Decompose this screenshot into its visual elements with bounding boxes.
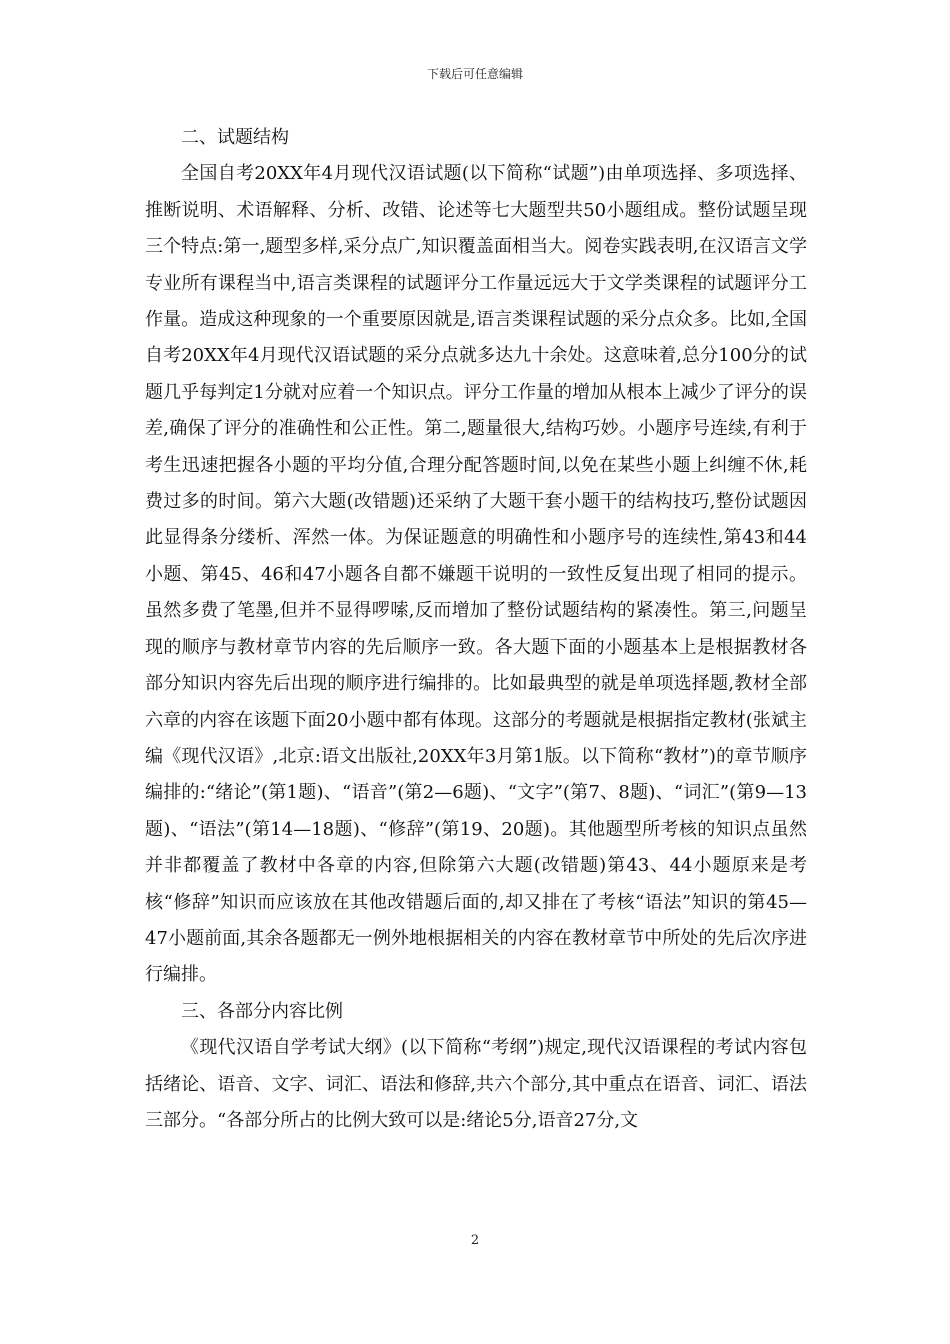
page-number: 2 (470, 1233, 480, 1248)
section-heading: 三、各部分内容比例 (181, 1000, 343, 1022)
document-body (145, 120, 807, 1139)
body-paragraph: 全国自考20XX年4月现代汉语试题(以下简称“试题”)由单项选择、多项选择、推断说明、术语解释、分析、改错、论述等七大题型共50小题组成。整份试题呈现三个特点:第一,题型多样,采分点广,知识覆盖面相当大。阅卷实践表明,在汉语言文学专业所有课程当中,语言类课程的试题评分工作量远远大于文学类课程的试题评分工作量。造成这种现象的一个重要原因就是,语言类课程试题的采分点众多。比如,全国自考20XX年4月现代汉语试题的采分点就多达九十余处。这意味着,总分100分的试题几乎每判定1分就对应着一个知识点。评分工作量的增加从根本上减少了评分的误差,确保了评分的准确性和公正性。第二,题量很大,结构巧妙。小题序号连续,有利于考生迅速把握各小题的平均分值,合理分配答题时间,以免在某些小题上纠缠不休,耗费过多的时间。第六大题(改错题)还采纳了大题干套小题干的结构技巧,整份试题因此显得条分缕析、浑然一体。为保证题意的明确性和小题序号的连续性,第43和44小题、第45、46和47小题各自都不嫌题干说明的一致性反复出现了相同的提示。虽然多费了笔墨,但并不显得啰嗦,反而增加了整份试题结构的紧凑性。第三,问题呈现的顺序与教材章节内容的先后顺序一致。各大题下面的小题基本上是根据教材各部分知识内容先后出现的顺序进行编排的。比如最典型的就是单项选择题,教材全部六章的内容在该题下面20小题中都有体现。这部分的考题就是根据指定教材(张斌主编《现代汉语》,北京:语文出版社,20XX年3月第1版。以下简称“教材”)的章节顺序编排的:“绪论”(第1题)、“语音”(第2—6题)、“文字”(第7、8题)、“词汇”(第9—13题)、“语法”(第14—18题)、“修辞”(第19、20题)。其他题型所考核的知识点虽然并非都覆盖了教材中各章的内容,但除第六大题(改错题)第43、44小题原来是考核“修辞”知识而应该放在其他改错题后面的,却又排在了考核“语法”知识的第45—47小题前面,其余各题都无一例外地根据相关的内容在教材章节中所处的先后次序进行编排。 (145, 163, 807, 986)
page-header: 下载后可任意编辑 (426, 67, 523, 81)
section-heading: 二、试题结构 (181, 127, 289, 148)
body-paragraph: 《现代汉语自学考试大纲》(以下简称“考纲”)规定,现代汉语课程的考试内容包括绪论、语音、文字、词汇、语法和修辞,共六个部分,其中重点在语音、词汇、语法三部分。“各部分所占的比例大致可以是:绪论5分,语音27分,文 (145, 1037, 807, 1131)
